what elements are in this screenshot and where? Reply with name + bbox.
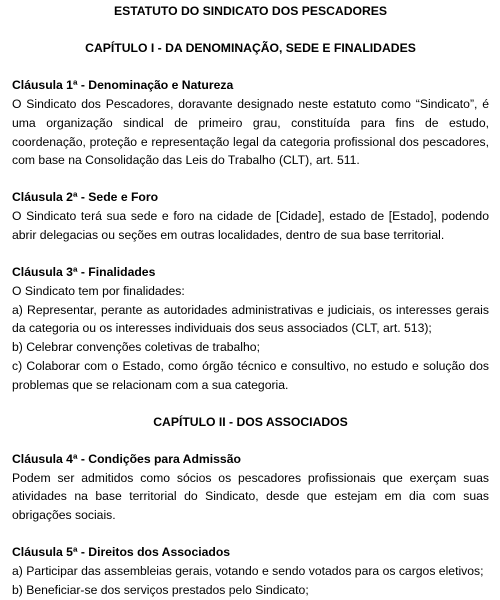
clause-heading: Cláusula 3ª - Finalidades — [12, 264, 156, 279]
document-title: ESTATUTO DO SINDICATO DOS PESCADORES — [113, 4, 388, 18]
clause-paragraph: O Sindicato tem por finalidades: — [12, 283, 185, 298]
clause-paragraph: O Sindicato dos Pescadores, doravante designado neste estatuto como “Sindicato”, é uma organização sindical de primeiro grau, constituída para fins de estudo, coordenação, proteção e representação legal da categoria profissional dos pescadores, com base na Consolidação das Leis do Trabalho (CLT), art. 511. — [12, 97, 489, 168]
clause-2 — [12, 189, 489, 245]
clause-heading: Cláusula 1ª - Denominação e Natureza — [12, 78, 234, 92]
clause-3 — [12, 264, 489, 395]
clause-heading: Cláusula 2ª - Sede e Foro — [12, 190, 159, 205]
clause-paragraph: Podem ser admitidos como sócios os pescadores profissionais que exerçam suas atividades na base territorial do Sindicato, desde que estejam em dia com suas obrigações sociais. — [12, 470, 489, 523]
clause-4 — [12, 451, 489, 525]
chapter-1 — [12, 40, 489, 395]
list-item-c: c) Colaborar com o Estado, como órgão técnico e consultivo, no estudo e solução dos problemas que se relacionam com a sua categoria. — [12, 358, 489, 392]
clause-heading: Cláusula 5ª - Direitos dos Associados — [12, 544, 231, 559]
chapter-2 — [12, 414, 489, 600]
chapter-title: CAPÍTULO II - DOS ASSOCIADOS — [153, 414, 348, 429]
clause-5 — [12, 544, 489, 600]
clause-heading: Cláusula 4ª - Condições para Admissão — [12, 451, 241, 466]
clause-paragraph: O Sindicato terá sua sede e foro na cidade de [Cidade], estado de [Estado], podendo abrir delegacias ou seções em outras localidades, dentro de sua base territorial. — [12, 209, 489, 242]
chapter-title: CAPÍTULO I - DA DENOMINAÇÃO, SEDE E FINALIDADES — [85, 41, 416, 55]
list-item-b: b) Celebrar convenções coletivas de trabalho; — [12, 340, 260, 355]
list-item-a: a) Participar das assembleias gerais, votando e sendo votados para os cargos eletivos; — [12, 563, 484, 578]
clause-1 — [12, 77, 489, 170]
list-item-b: b) Beneficiar-se dos serviços prestados pelo Sindicato; — [12, 582, 309, 597]
list-item-a: a) Representar, perante as autoridades administrativas e judiciais, os interesses gerais da categoria ou os interesses individuais dos seus associados (CLT, art. 513); — [12, 302, 489, 336]
